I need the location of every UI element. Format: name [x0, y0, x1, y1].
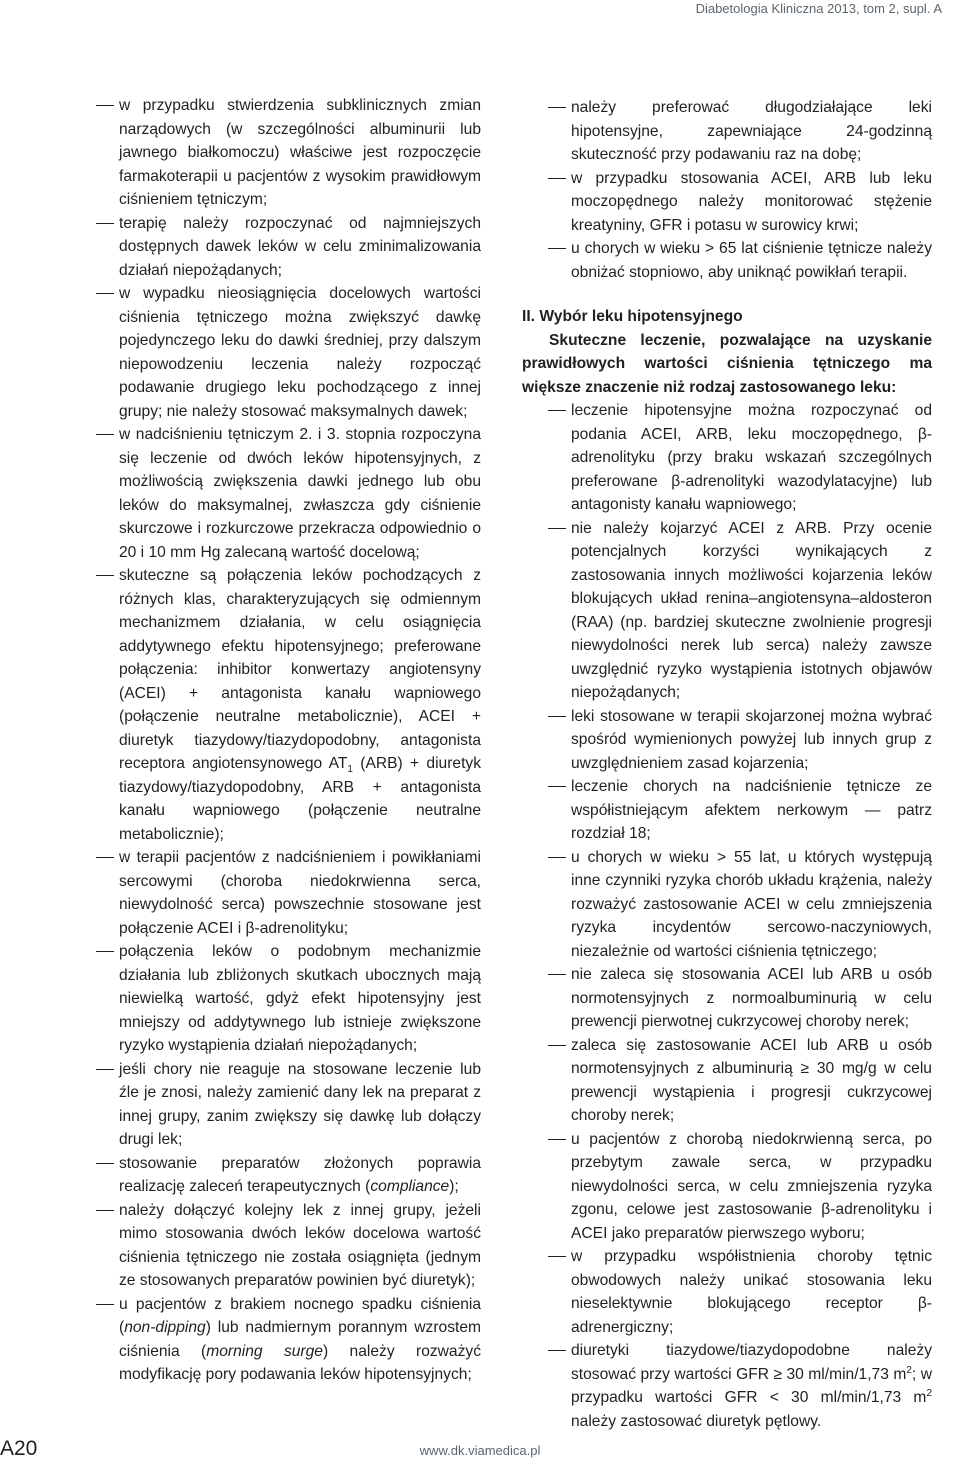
list-item: nie należy kojarzyć ACEI z ARB. Przy ocenie potencjalnych korzyści wynikających z zastosowania innych możliwości kojarzenia leków blokujących układ renina–angiotensyna–aldosteron (RAA) (np. bardziej skuteczne zwolnienie progresji niewydolności nerek lub serca) należy zawsze uwzględnić ryzyko wystąpienia istotnych objawów niepożądanych; [522, 517, 932, 705]
em-dash-bullet [548, 248, 566, 249]
em-dash-bullet [548, 107, 566, 108]
section-heading: II. Wybór leku hipotensyjnego [522, 308, 743, 325]
em-dash-bullet [548, 1045, 566, 1046]
em-dash-bullet [548, 410, 566, 411]
em-dash-bullet [96, 1210, 114, 1211]
footer-url: www.dk.viamedica.pl [419, 1443, 541, 1458]
em-dash-bullet [96, 105, 114, 106]
section-lead: Skuteczne leczenie, pozwalające na uzyskanie prawidłowych wartości ciśnienia tętniczego ma większe znaczenie niż rodzaj zastosowanego leku: [522, 331, 932, 396]
list-item: leki stosowane w terapii skojarzonej można wybrać spośród wymienionych powyżej lub innych grup z uwzględnieniem zasad kojarzenia; [522, 705, 932, 776]
list-item: w przypadku stwierdzenia subklinicznych zmian narządowych (w szczególności albuminurii lub jawnego białkomoczu) właściwe jest rozpoczęcie farmakoterapii u pacjentów z wysokim prawidłowym ciśnieniem tętniczym; [96, 94, 481, 212]
em-dash-bullet [96, 1069, 114, 1070]
em-dash-bullet [96, 575, 114, 576]
em-dash-bullet [548, 857, 566, 858]
list-item: należy preferować długodziałające leki hipotensyjne, zapewniające 24-godzinną skuteczność przy podawaniu raz na dobę; [522, 96, 932, 167]
em-dash-bullet [548, 786, 566, 787]
list-item: jeśli chory nie reaguje na stosowane leczenie lub źle je znosi, należy zamienić dany lek na preparat z innej grupy, zanim zwiększy się dawkę lub dołączy drugi lek; [96, 1058, 481, 1152]
em-dash-bullet [548, 1139, 566, 1140]
em-dash-bullet [96, 1163, 114, 1164]
list-item: w przypadku współistnienia choroby tętnic obwodowych należy unikać stosowania leku nieselektywnie blokującego receptor β-adrenergiczny; [522, 1245, 932, 1339]
list-item: terapię należy rozpoczynać od najmniejszych dostępnych dawek leków w celu zminimalizowania działań niepożądanych; [96, 212, 481, 283]
em-dash-bullet [96, 951, 114, 952]
list-item: w wypadku nieosiągnięcia docelowych wartości ciśnienia tętniczego można zwiększyć dawkę pojedynczego leku do dawki średniej, przy dalszym niepowodzeniu leczenia należy rozpocząć podawanie drugiego leku pochodzącego z innej grupy; nie należy stosować maksymalnych dawek; [96, 282, 481, 423]
em-dash-bullet [548, 1256, 566, 1257]
list-item: połączenia leków o podobnym mechanizmie działania lub zbliżonych skutkach ubocznych mają niewielką wartość, gdyż efekt hipotensyjny jest mniejszy od addytywnego lub istnieje zwiększone ryzyko wystąpienia działań niepożądanych; [96, 940, 481, 1058]
em-dash-bullet [548, 974, 566, 975]
list-item: należy dołączyć kolejny lek z innej grupy, jeżeli mimo stosowania dwóch leków docelowa wartość ciśnienia tętniczego nie została osiągnięta (jednym ze stosowanych preparatów powinien być diuretyk); [96, 1199, 481, 1293]
list-item: u pacjentów z chorobą niedokrwienną serca, po przebytym zawale serca, w przypadku niewydolności serca, w celu zmniejszenia ryzyka zgonu, celowe jest zastosowanie β-adrenolityku i ACEI jako preparatów pierwszego wyboru; [522, 1128, 932, 1246]
em-dash-bullet [96, 1304, 114, 1305]
em-dash-bullet [96, 434, 114, 435]
list-item: diuretyki tiazydowe/tiazydopodobne należy stosować przy wartości GFR ≥ 30 ml/min/1,73 $m^2$; w przypadku wartości GFR < 30 ml/min/1,73 $m^2$ należy zastosować diuretyk pętlowy. [522, 1339, 932, 1433]
em-dash-bullet [548, 1350, 566, 1351]
em-dash-bullet [96, 857, 114, 858]
list-item: w nadciśnieniu tętniczym 2. i 3. stopnia rozpoczyna się leczenie od dwóch leków hipotensyjnych, z możliwością zwiększenia dawki jednego lub obu leków do maksymalnej, zwłaszcza gdy ciśnienie skurczowe i rozkurczowe przekracza odpowiednio o 20 i 10 mm Hg zalecaną wartość docelową; [96, 423, 481, 564]
running-header: Diabetologia Kliniczna 2013, tom 2, supl. A [695, 1, 942, 16]
em-dash-bullet [96, 293, 114, 294]
list-item: zaleca się zastosowanie ACEI lub ARB u osób normotensyjnych z albuminurią ≥ 30 mg/g w celu prewencji wystąpienia i progresji cukrzycowej choroby nerek; [522, 1034, 932, 1128]
list-item: skuteczne są połączenia leków pochodzących z różnych klas, charakteryzujących się odmiennym mechanizmem działania, w celu osiągnięcia addytywnego efektu hipotensyjnego; preferowane połączenia: inhibitor konwertazy angiotensyny (ACEI) + antagonista kanału wapniowego (połączenie neutralne metabolicznie), ACEI + diuretyk tiazydowy/tiazydopodobny, antagonista receptora angiotensynowego $AT_1$ (ARB) + diuretyk tiazydowy/tiazydopodobny, ARB + antagonista kanału wapniowego (połączenie neutralne metabolicznie); [96, 564, 481, 846]
em-dash-bullet [548, 178, 566, 179]
em-dash-bullet [96, 223, 114, 224]
list-item: leczenie hipotensyjne można rozpoczynać od podania ACEI, ARB, leku moczopędnego, β-adrenolityku (przy braku wskazań szczególnych preferowane β-adrenolityki wazodylatacyjne) lub antagonisty kanału wapniowego; [522, 399, 932, 517]
list-item: w terapii pacjentów z nadciśnieniem i powikłaniami sercowymi (choroba niedokrwienna serca, niewydolność serca) powszechnie stosowane jest połączenie ACEI i β-adrenolityku; [96, 846, 481, 940]
list-item: stosowanie preparatów złożonych poprawia realizację zaleceń terapeutycznych (compliance); [96, 1152, 481, 1199]
em-dash-bullet [548, 528, 566, 529]
list-item: nie zaleca się stosowania ACEI lub ARB u osób normotensyjnych z normoalbuminurią w celu prewencji pierwotnej cukrzycowej choroby nerek; [522, 963, 932, 1034]
list-item: u pacjentów z brakiem nocnego spadku ciśnienia (non-dipping) lub nadmiernym porannym wzrostem ciśnienia (morning surge) należy rozważyć modyfikację pory podawania leków hipotensyjnych; [96, 1293, 481, 1387]
list-item: u chorych w wieku > 65 lat ciśnienie tętnicze należy obniżać stopniowo, aby uniknąć powikłań terapii. [522, 237, 932, 284]
page-number: A20 [0, 1437, 38, 1460]
em-dash-bullet [548, 716, 566, 717]
list-item: u chorych w wieku > 55 lat, u których występują inne czynniki ryzyka chorób układu krążenia, należy rozważyć zastosowanie ACEI w celu zmniejszenia ryzyka incydentów sercowo-naczyniowych, niezależnie od wartości ciśnienia tętniczego; [522, 846, 932, 964]
left-column [96, 94, 481, 1387]
list-item: leczenie chorych na nadciśnienie tętnicze ze współistniejącym afektem nerkowym — patrz rozdział 18; [522, 775, 932, 846]
list-item: w przypadku stosowania ACEI, ARB lub leku moczopędnego należy monitorować stężenie kreatyniny, GFR i potasu w surowicy krwi; [522, 167, 932, 238]
right-column [522, 96, 932, 1433]
